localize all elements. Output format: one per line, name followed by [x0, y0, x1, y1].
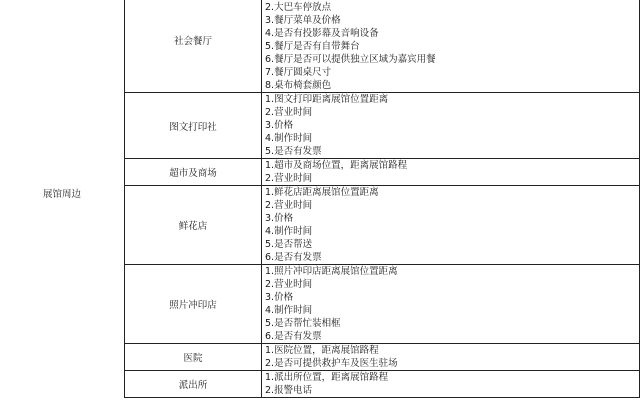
- checklist-item: 3.价格: [265, 120, 294, 131]
- items-cell: [262, 93, 640, 159]
- checklist-item: 6.是否有发票: [265, 331, 322, 342]
- checklist-item: 4.制作时间: [265, 133, 313, 144]
- checklist-item: 5.餐厅是否有自带舞台: [265, 41, 360, 52]
- checklist-item: 2.营业时间: [265, 173, 313, 184]
- checklist-item: 3.餐厅菜单及价格: [265, 15, 341, 26]
- subcategory-cell: 鲜花店: [125, 186, 262, 265]
- items-cell: [262, 371, 640, 398]
- checklist-item: 6.餐厅是否可以提供独立区域为嘉宾用餐: [265, 54, 436, 65]
- checklist-item: 1.鲜花店距离展馆位置距离: [265, 187, 379, 198]
- subcategory-cell: 图文打印社: [125, 93, 262, 159]
- subcategory-cell: 社会餐厅: [125, 0, 262, 93]
- checklist-item: 5.是否有发票: [265, 146, 322, 157]
- items-cell: [262, 265, 640, 344]
- checklist-item: 2.大巴车停放点: [265, 2, 332, 13]
- checklist-item: 2.是否可提供救护车及医生驻场: [265, 358, 398, 369]
- checklist-item: 4.制作时间: [265, 305, 313, 316]
- checklist-item: 2.营业时间: [265, 107, 313, 118]
- checklist-item: 4.制作时间: [265, 226, 313, 237]
- checklist-item: 2.营业时间: [265, 279, 313, 290]
- checklist-item: 5.是否帮忙装相框: [265, 318, 341, 329]
- checklist-item: 7.餐厅圆桌尺寸: [265, 67, 332, 78]
- table-row: [0, 0, 640, 93]
- subcategory-cell: 超市及商场: [125, 159, 262, 186]
- checklist-item: 1.照片冲印店距离展馆位置距离: [265, 266, 398, 277]
- checklist-item: 3.价格: [265, 292, 294, 303]
- checklist-item: 6.是否有发票: [265, 252, 322, 263]
- checklist-item: 4.是否有投影幕及音响设备: [265, 28, 379, 39]
- items-cell: [262, 344, 640, 371]
- checklist-item: 2.报警电话: [265, 385, 313, 396]
- checklist-item: 1.图文打印距离展馆位置距离: [265, 94, 389, 105]
- items-cell: [262, 186, 640, 265]
- subcategory-cell: 医院: [125, 344, 262, 371]
- items-cell: [262, 159, 640, 186]
- checklist-item: 8.桌布椅套颜色: [265, 80, 332, 91]
- checklist-item: 1.医院位置，距离展馆路程: [265, 345, 379, 356]
- checklist-item: 5.是否帮送: [265, 239, 313, 250]
- category-cell: 展馆周边: [0, 0, 125, 398]
- checklist-item: 2.营业时间: [265, 200, 313, 211]
- subcategory-cell: 照片冲印店: [125, 265, 262, 344]
- items-cell: [262, 0, 640, 93]
- subcategory-cell: 派出所: [125, 371, 262, 398]
- checklist-item: 3.价格: [265, 213, 294, 224]
- checklist-item: 1.超市及商场位置，距离展馆路程: [265, 160, 408, 171]
- checklist-item: 1.派出所位置，距离展馆路程: [265, 372, 389, 383]
